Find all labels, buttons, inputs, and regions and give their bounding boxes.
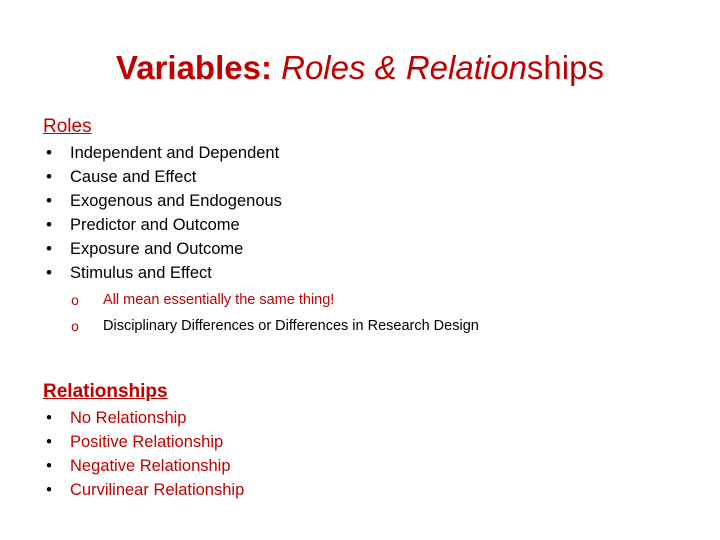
list-item <box>43 261 282 285</box>
list-item <box>43 141 282 165</box>
list-item <box>43 454 244 478</box>
roles-notes <box>69 287 479 339</box>
slide-title <box>0 46 720 90</box>
list-item-label: Negative Relationship <box>70 457 231 475</box>
list-item-label: Exogenous and Endogenous <box>70 192 282 210</box>
list-item-label: Exposure and Outcome <box>70 240 244 258</box>
bullet-icon: • <box>46 409 52 427</box>
bullet-icon: • <box>46 481 52 499</box>
circle-bullet-icon: o <box>71 318 79 334</box>
list-item-label: Stimulus and Effect <box>70 264 212 282</box>
title-italic-part: Roles & Relation <box>281 49 527 86</box>
roles-heading: Roles <box>43 116 92 137</box>
bullet-icon: • <box>46 240 52 258</box>
bullet-icon: • <box>46 216 52 234</box>
list-item-label: Predictor and Outcome <box>70 216 240 234</box>
circle-bullet-icon: o <box>71 292 79 308</box>
title-bold-part: Variables: <box>116 49 272 86</box>
bullet-icon: • <box>46 457 52 475</box>
list-item-label: Positive Relationship <box>70 433 224 451</box>
list-item <box>43 478 244 502</box>
note-item <box>69 287 479 313</box>
roles-list <box>43 141 282 285</box>
note-label: Disciplinary Differences or Differences in Research Design <box>103 318 479 334</box>
list-item <box>43 165 282 189</box>
bullet-icon: • <box>46 433 52 451</box>
bullet-icon: • <box>46 144 52 162</box>
list-item-label: Cause and Effect <box>70 168 197 186</box>
bullet-icon: • <box>46 192 52 210</box>
list-item-label: Independent and Dependent <box>70 144 280 162</box>
list-item <box>43 237 282 261</box>
note-label: All mean essentially the same thing! <box>103 292 335 308</box>
list-item <box>43 430 244 454</box>
list-item-label: No Relationship <box>70 409 187 427</box>
title-plain-part: ships <box>526 49 604 86</box>
list-item <box>43 213 282 237</box>
relationships-list <box>43 406 244 502</box>
bullet-icon: • <box>46 264 52 282</box>
list-item <box>43 406 244 430</box>
list-item-label: Curvilinear Relationship <box>70 481 245 499</box>
list-item <box>43 189 282 213</box>
note-item <box>69 313 479 339</box>
relationships-heading: Relationships <box>43 381 168 402</box>
bullet-icon: • <box>46 168 52 186</box>
